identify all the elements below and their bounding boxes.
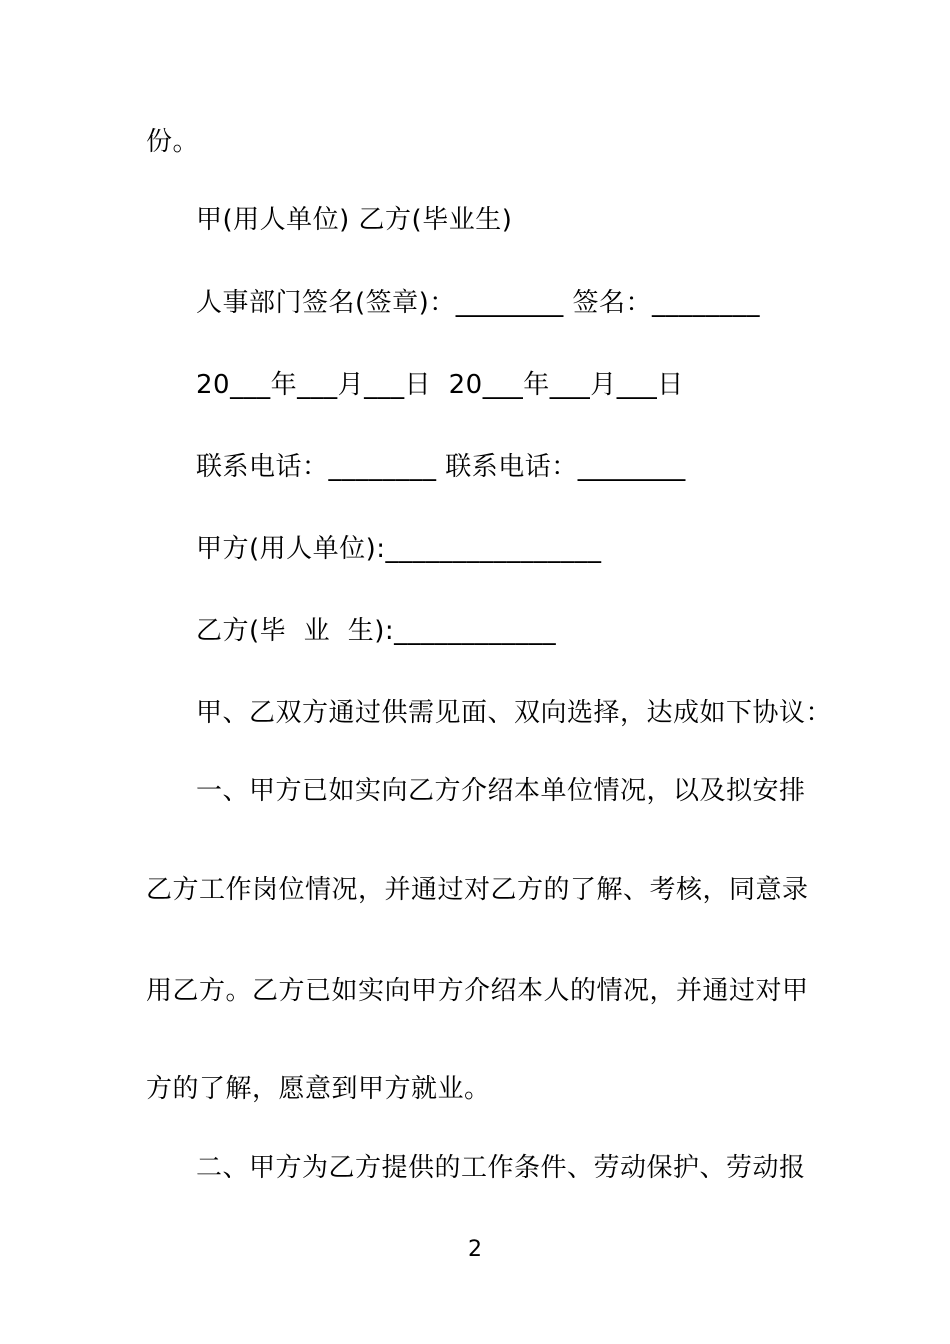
text-line: 份。 bbox=[146, 127, 200, 157]
party-a-line: 甲方(用人单位):________________ bbox=[196, 534, 602, 564]
clause-one-line: 方的了解，愿意到甲方就业。 bbox=[146, 1074, 491, 1104]
signature-heading: 甲(用人单位) 乙方(毕业生) bbox=[196, 205, 513, 235]
party-b-line: 乙方(毕 业 生):____________ bbox=[196, 616, 557, 646]
phone-line: 联系电话：________ 联系电话：________ bbox=[196, 452, 686, 482]
date-line: 20___年___月___日 20___年___月___日 bbox=[196, 370, 684, 400]
clause-one-line: 乙方工作岗位情况，并通过对乙方的了解、考核，同意录 bbox=[146, 875, 809, 905]
clause-two-line: 二、甲方为乙方提供的工作条件、劳动保护、劳动报 bbox=[196, 1153, 806, 1183]
agreement-intro: 甲、乙双方通过供需见面、双向选择，达成如下协议： bbox=[196, 698, 833, 728]
page-number: 2 bbox=[468, 1237, 482, 1262]
clause-one-line: 一、甲方已如实向乙方介绍本单位情况，以及拟安排 bbox=[196, 776, 806, 806]
signature-line: 人事部门签名(签章)：________ 签名：________ bbox=[196, 288, 761, 318]
clause-one-line: 用乙方。乙方已如实向甲方介绍本人的情况，并通过对甲 bbox=[146, 976, 809, 1006]
